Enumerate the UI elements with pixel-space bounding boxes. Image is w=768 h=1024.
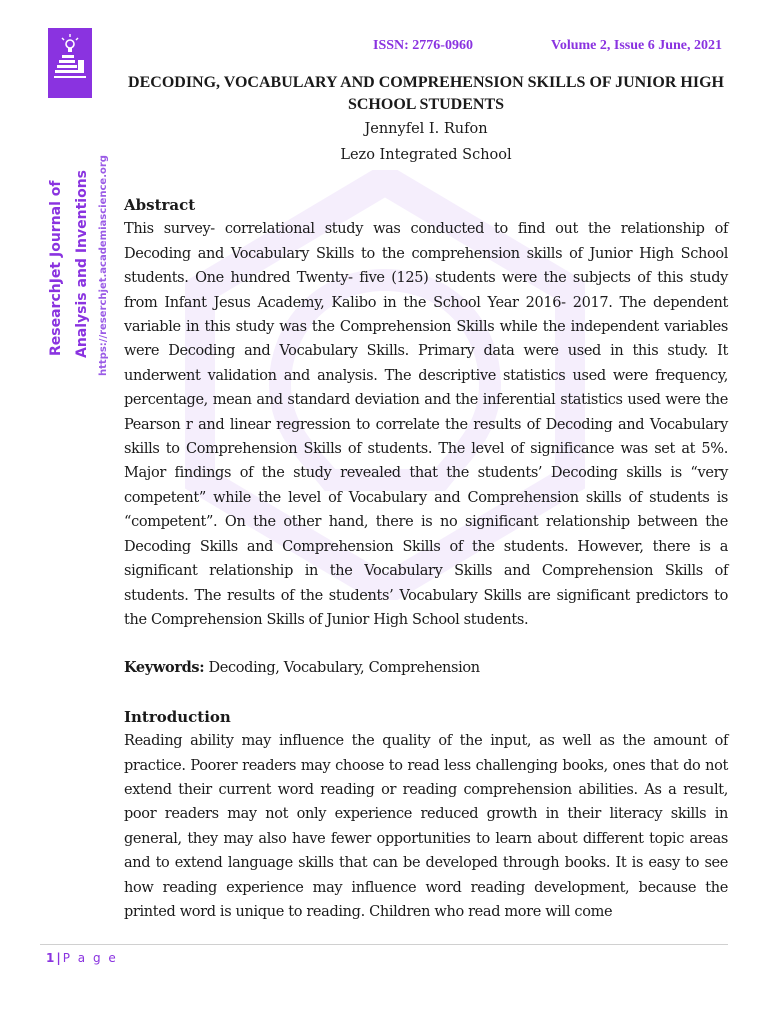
abstract-text: This survey- correlational study was conducted to find out the relationship of Decoding and Vocabulary Skills to the comprehension skills of Junior High School students. One hundred Twenty- five (125) students were the subjects of this study from Infant Jesus Academy, Kalibo in the School Year 2016- 2017. The dependent variable in this study was the Comprehension Skills while the independent variables were Decoding and Vocabulary Skills. Primary data were used in this study. It underwent validation and analysis. The descriptive statistics used were frequency, percentage, mean and standard deviation and the inferential statistics used were the Pearson r and linear regression to correlate the results of Decoding and Vocabulary skills to Comprehension Skills of students. The level of significance was set at 5%. Major findings of the study revealed that the students’ Decoding skills is “very competent” while the level of Vocabulary and Comprehension skills of students is “competent”. On the other hand, there is no significant relationship between the Decoding Skills and Comprehension Skills of the students. However, there is a significant relationship in the Vocabulary Skills and Comprehension Skills of students. The results of the students’ Vocabulary Skills are significant predictors to the Comprehension Skills of Junior High School students.	[124, 221, 728, 628]
keywords-label: Keywords:	[124, 659, 205, 677]
abstract-heading: Abstract	[124, 196, 196, 214]
lightbulb-books-icon	[48, 28, 92, 98]
author-name: Jennyfel I. Rufon	[364, 121, 488, 137]
page-footer	[46, 951, 118, 965]
journal-url[interactable]: https://reserchjet.academiascience.org	[98, 155, 109, 376]
paper-title: DECODING, VOCABULARY AND COMPREHENSION SKILLS OF JUNIOR HIGH SCHOOL STUDENTS	[128, 74, 724, 113]
journal-logo	[48, 28, 92, 98]
issn-label: ISSN: 2776-0960	[373, 38, 473, 53]
keywords-value: Decoding, Vocabulary, Comprehension	[204, 660, 480, 677]
footer-divider	[40, 944, 728, 945]
author-affiliation: Lezo Integrated School	[340, 147, 512, 163]
journal-name-line2: Analysis and Inventions	[74, 170, 90, 358]
introduction-text: Reading ability may influence the quality of the input, as well as the amount of practice. Poorer readers may choose to read less challenging books, ones that do not extend their current word reading or reading comprehension abilities. As a result, poor readers may not only experience reduced growth in their literacy skills in general, they may also have fewer opportunities to learn about different topic areas and to extend language skills that can be developed through books. It is easy to see how reading experience may influence word reading development, because the printed word is unique to reading. Children who read more will come	[124, 733, 728, 920]
title-block	[124, 72, 728, 168]
page-word: P a g e	[62, 951, 118, 965]
paper-body	[124, 193, 728, 924]
footer-separator: |	[56, 951, 61, 965]
page-number: 1	[46, 951, 55, 965]
journal-name-line1: ResearchJet Journal of	[48, 180, 64, 356]
volume-issue-label: Volume 2, Issue 6 June, 2021	[551, 38, 723, 53]
keywords-line	[124, 656, 728, 680]
introduction-heading: Introduction	[124, 707, 231, 726]
